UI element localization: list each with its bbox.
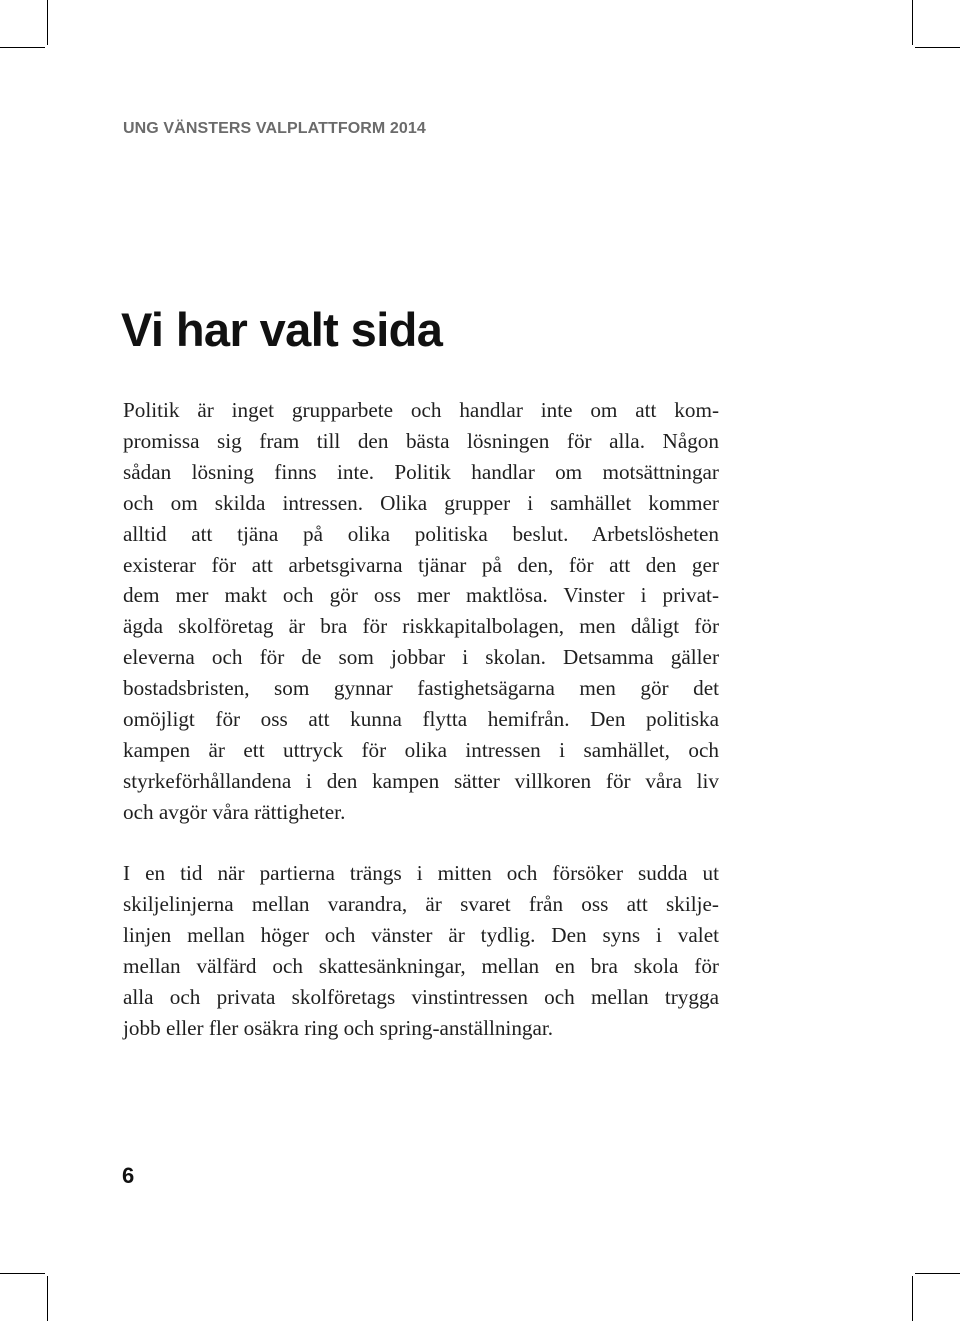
paragraph-line: existerar för att arbetsgivarna tjänar på den, för att den ger bbox=[123, 552, 719, 577]
paragraph-line: kampen är ett uttryck för olika intressen i samhället, och bbox=[123, 737, 719, 762]
running-header: UNG VÄNSTERS VALPLATTFORM 2014 bbox=[123, 120, 426, 137]
paragraph-line: och avgör våra rättigheter. bbox=[123, 799, 346, 824]
page-title: Vi har valt sida bbox=[121, 303, 443, 356]
paragraph-line: jobb eller fler osäkra ring och spring-anställningar. bbox=[123, 1015, 554, 1040]
paragraph-line: omöjligt för oss att kunna flytta hemifrån. Den politiska bbox=[123, 707, 719, 732]
paragraph-line: mellan välfärd och skattesänkningar, mellan en bra skola för bbox=[123, 953, 719, 978]
paragraph-line: och om skilda intressen. Olika grupper i samhället kommer bbox=[123, 490, 719, 515]
crop-mark-bottom-right-horizontal bbox=[915, 1273, 960, 1274]
paragraph-line: linjen mellan höger och vänster är tydlig. Den syns i valet bbox=[123, 922, 719, 947]
paragraph-line: skiljelinjerna mellan varandra, är svaret från oss att skilje- bbox=[123, 891, 719, 916]
paragraph-line: dem mer makt och gör oss mer maktlösa. Vinster i privat- bbox=[123, 583, 719, 608]
paragraph-line: alla och privata skolföretags vinstintressen och mellan trygga bbox=[123, 984, 719, 1009]
paragraph-line: styrkeförhållandena i den kampen sätter villkoren för våra liv bbox=[123, 768, 719, 793]
crop-mark-bottom-right-vertical bbox=[912, 1276, 913, 1321]
paragraph-line: Politik är inget grupparbete och handlar inte om att kom- bbox=[123, 398, 719, 422]
crop-mark-top-left-horizontal bbox=[0, 47, 45, 48]
paragraph-line: promissa sig fram till den bästa lösningen för alla. Någon bbox=[123, 428, 719, 453]
paragraph-line: sådan lösning finns inte. Politik handlar om motsättningar bbox=[123, 459, 719, 484]
paragraph-2 bbox=[123, 858, 719, 1043]
paragraph-line: alltid att tjäna på olika politiska beslut. Arbetslösheten bbox=[123, 521, 719, 546]
crop-mark-top-right-vertical bbox=[912, 0, 913, 45]
page-number: 6 bbox=[122, 1163, 135, 1188]
paragraph-1 bbox=[123, 395, 719, 828]
crop-mark-top-right-horizontal bbox=[915, 47, 960, 48]
crop-mark-bottom-left-vertical bbox=[47, 1276, 48, 1321]
paragraph-line: eleverna och för de som jobbar i skolan. Detsamma gäller bbox=[123, 645, 719, 670]
crop-mark-top-left-vertical bbox=[47, 0, 48, 45]
paragraph-line: I en tid när partierna trängs i mitten och försöker sudda ut bbox=[123, 861, 719, 885]
paragraph-line: ägda skolföretag är bra för riskkapitalbolagen, men dåligt för bbox=[123, 614, 719, 639]
crop-mark-bottom-left-horizontal bbox=[0, 1273, 45, 1274]
paragraph-line: bostadsbristen, som gynnar fastighetsägarna men gör det bbox=[123, 676, 719, 701]
